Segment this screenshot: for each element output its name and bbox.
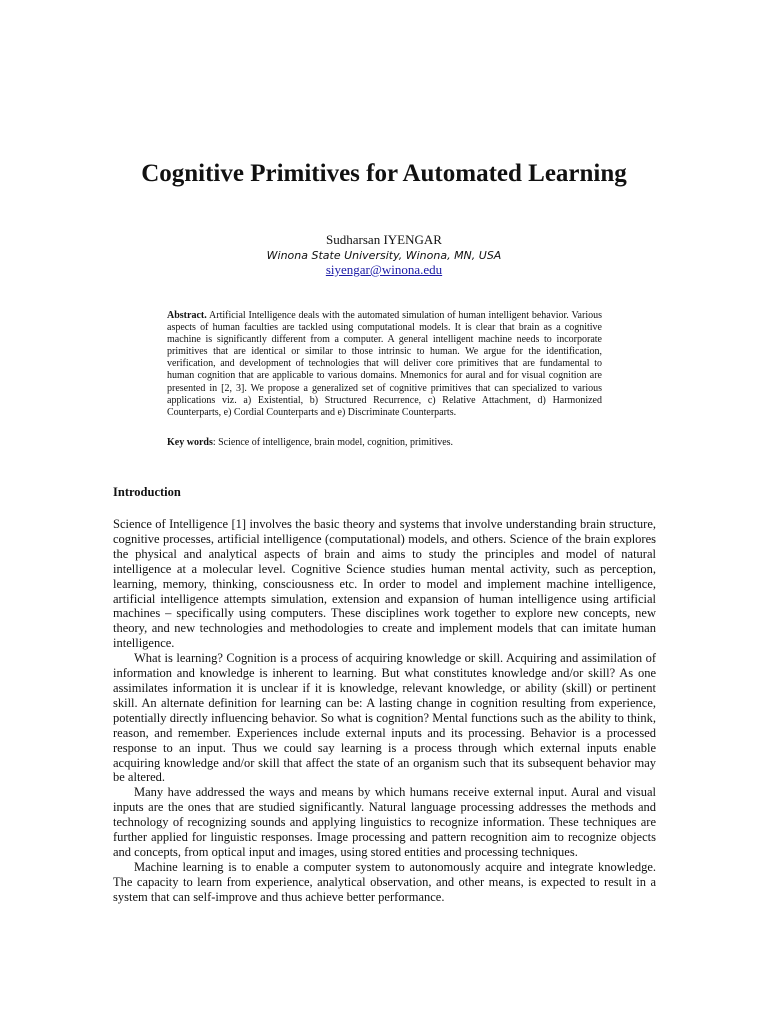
author-affiliation: Winona State University, Winona, MN, USA — [266, 249, 502, 262]
keywords-label: Key words — [167, 437, 213, 448]
abstract-label: Abstract. — [167, 310, 207, 321]
keywords-block — [167, 437, 602, 449]
body-paragraph: What is learning? Cognition is a process of acquiring knowledge or skill. Acquiring and assimilation of information and knowledge is inherent to learning. But what constitutes knowledge and/or skill? As one assimilates information it is unclear if it is knowledge, relevant knowledge, or ability (skill) or pertinent skill. An alternate definition for learning can be: A lasting change in cognition resulting from experience, potentially directly influencing behavior. So what is cognition? Mental functions such as the ability to think, reason, and remember. Experiences include external inputs and its processing. Behavior is a processed response to an input. Thus we could say learning is a process through which external inputs enable acquiring knowledge and/or skill that affect the state of an organism such that its subsequent behavior may be altered. — [113, 651, 656, 785]
body-paragraph: Machine learning is to enable a computer system to autonomously acquire and integrate knowledge. The capacity to learn from experience, analytical observation, and other means, is expected to result in a system that can self-improve and thus achieve better performance. — [113, 859, 656, 904]
author-email — [0, 262, 768, 278]
introduction-body — [113, 517, 656, 905]
email-link[interactable]: siyengar@winona.edu — [325, 262, 443, 277]
paper-title: Cognitive Primitives for Automated Learning — [141, 160, 627, 187]
section-heading-introduction: Introduction — [113, 485, 181, 499]
body-paragraph: Many have addressed the ways and means by which humans receive external input. Aural and visual inputs are the ones that are studied significantly. Natural language processing addresses the methods and technology of recognizing sounds and applying linguistics to recognize information. These techniques are further applied for linguistic responses. Image processing and pattern recognition aim to recognize objects and concepts, from optical input and images, using stored entities and processing techniques. — [113, 785, 656, 859]
keywords-text: : Science of intelligence, brain model, cognition, primitives. — [212, 437, 454, 448]
abstract-block — [167, 310, 602, 419]
body-paragraph: Science of Intelligence [1] involves the basic theory and systems that involve understanding brain structure, cognitive processes, artificial intelligence (computational) models, and others. Science of the brain explores the physical and analytical aspects of brain and aims to study the principles and model of natural intelligence at a molecular level. Cognitive Science studies human mental activity, such as perception, learning, memory, thinking, consciousness etc. In order to model and implement machine intelligence, artificial intelligence attempts simulation, extension and expansion of human intelligence using artificial machines – specifically using computers. These disciplines work together to explore new concepts, new theory, and new technologies and methodologies to create and implement models that can imitate human intelligence. — [113, 517, 656, 651]
abstract-text: Artificial Intelligence deals with the automated simulation of human intelligent behavior. Various aspects of human faculties are tackled using computational models. It is clear that brain as a cognitive machine is significantly different from a computer. A general intelligent machine needs to incorporate primitives that are identical or similar to those intrinsic to human. We argue for the identification, verification, and development of technologies that will deliver core primitives that are fundamental to human cognition that are applicable to various domains. Mnemonics for aural and for visual cognition are presented in [2, 3]. We propose a generalized set of cognitive primitives that can specialized to various applications viz. a) Existential, b) Structured Recurrence, c) Relative Attachment, d) Harmonized Counterparts, e) Cordial Counterparts and e) Discriminate Counterparts. — [167, 310, 602, 418]
author-name: Sudharsan IYENGAR — [326, 232, 442, 247]
